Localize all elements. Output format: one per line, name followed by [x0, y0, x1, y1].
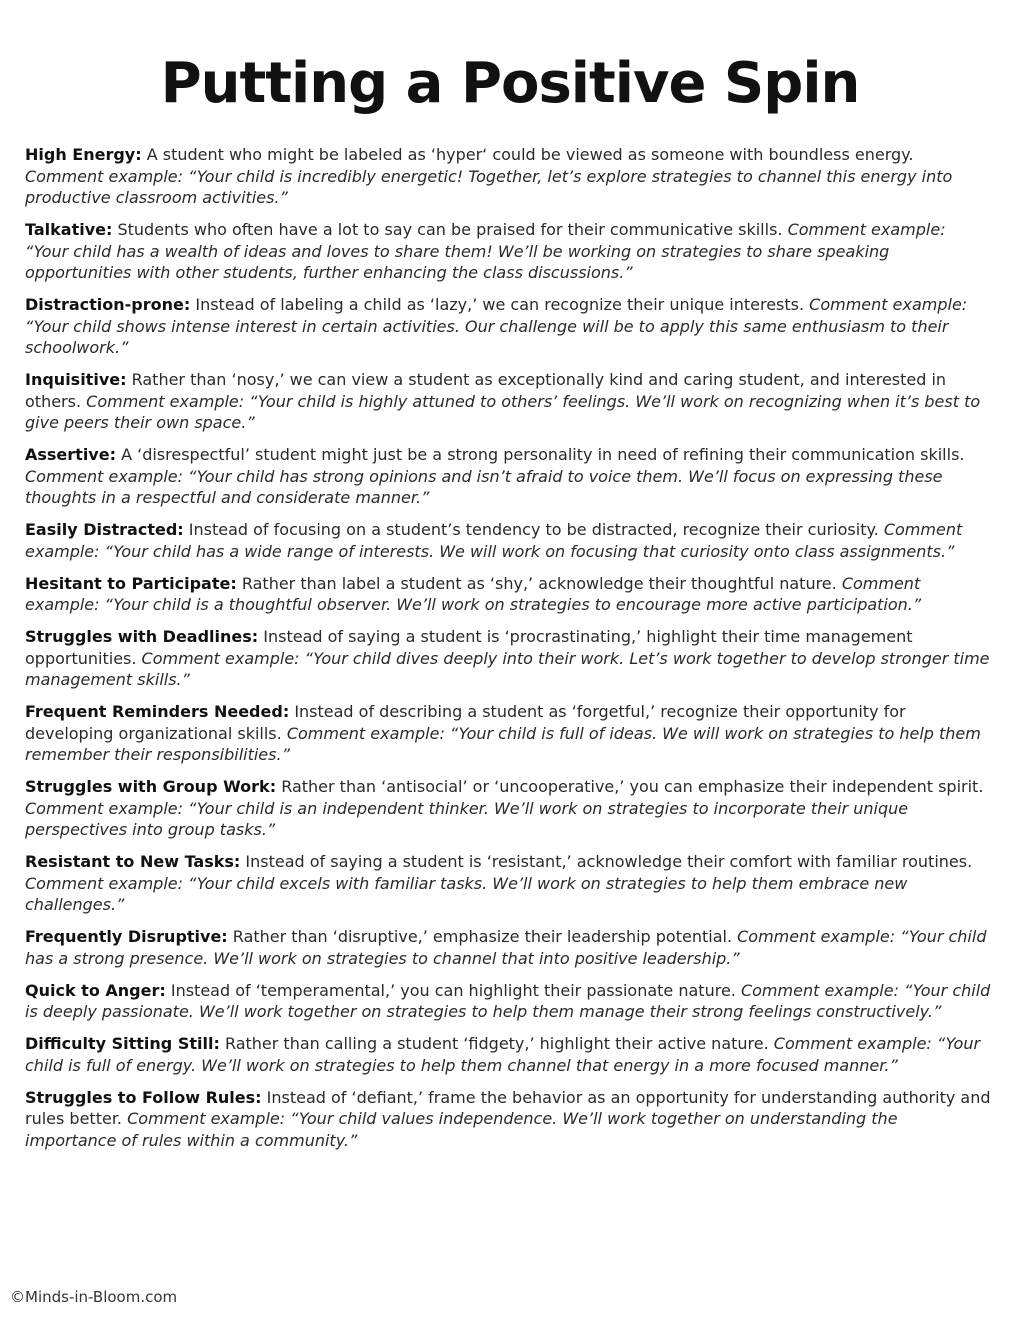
entry-term: Resistant to New Tasks: — [25, 852, 241, 871]
entry-term: Hesitant to Participate: — [25, 573, 237, 593]
entry-description: Instead of saying a student is ‘procrastinating,’ highlight their time management opportunities. — [25, 627, 913, 668]
entry-description: Rather than calling a student ‘fidgety,’ highlight their active nature. — [224, 1034, 769, 1053]
entry-distraction-prone — [25, 294, 991, 359]
entry-term: Struggles to Follow Rules: — [25, 1087, 262, 1107]
entry-term: Easily Distracted: — [25, 520, 184, 539]
entry-term: Inquisitive: — [25, 370, 127, 389]
entry-difficulty-sitting-still — [25, 1033, 991, 1076]
entry-comment: Comment example: “Your child has a wealth of ideas and loves to share them! We’ll be working on strategies to share speaking opportunities with other students, further enhancing the class discussions.” — [25, 220, 946, 282]
entry-frequent-reminders-needed — [25, 701, 991, 766]
entry-talkative — [25, 219, 991, 284]
entry-comment: Comment example: “Your child is full of energy. We’ll work on strategies to help them channel that energy in a more focused manner.” — [25, 1034, 981, 1075]
entry-description: Instead of ‘defiant,’ frame the behavior as an opportunity for understanding authority and rules better. — [25, 1087, 991, 1128]
entry-description: Instead of ‘temperamental,’ you can highlight their passionate nature. — [170, 980, 736, 1000]
entry-term: Struggles with Deadlines: — [25, 627, 259, 646]
entry-description: Instead of describing a student as ‘forgetful,’ recognize their opportunity for developing organizational skills. — [25, 702, 906, 743]
entry-comment: Comment example: “Your child is highly attuned to others’ feelings. We’ll work on recognizing when it’s best to give peers their own space.” — [25, 391, 981, 432]
entry-comment: Comment example: “Your child is incredibly energetic! Together, let’s explore strategies to channel this energy into productive classroom activities.” — [25, 166, 953, 207]
entry-comment: Comment example: “Your child shows intense interest in certain activities. Our challenge will be to apply this same enthusiasm to their schoolwork.” — [25, 295, 968, 357]
entry-term: Frequent Reminders Needed: — [25, 702, 290, 721]
entry-comment: Comment example: “Your child is deeply passionate. We’ll work together on strategies to help them manage their strong feelings constructively.” — [25, 980, 991, 1021]
entry-term: Frequently Disruptive: — [25, 927, 228, 946]
entry-description: Rather than ‘disruptive,’ emphasize their leadership potential. — [232, 927, 733, 946]
entry-struggles-with-group-work — [25, 776, 991, 841]
entry-comment: Comment example: “Your child dives deeply into their work. Let’s work together to develop stronger time management skills.” — [25, 648, 990, 689]
entry-description: Rather than ‘nosy,’ we can view a student as exceptionally kind and caring student, and interested in others. — [25, 370, 947, 411]
entry-comment: Comment example: “Your child has strong opinions and isn’t afraid to voice them. We’ll focus on expressing these thoughts in a respectful and considerate manner.” — [25, 466, 943, 507]
entry-high-energy — [25, 144, 991, 209]
entry-comment: Comment example: “Your child is full of ideas. We will work on strategies to help them remember their responsibilities.” — [25, 723, 981, 764]
entry-quick-to-anger — [25, 980, 991, 1023]
entry-struggles-to-follow-rules — [25, 1087, 991, 1152]
entry-description: A student who might be labeled as ‘hyper‘ could be viewed as someone with boundless energy. — [146, 145, 914, 164]
entry-term: Struggles with Group Work: — [25, 777, 277, 796]
entry-description: Instead of saying a student is ‘resistant,’ acknowledge their comfort with familiar routines. — [245, 852, 973, 871]
entry-description: A ‘disrespectful’ student might just be a strong personality in need of refining their communication skills. — [121, 445, 965, 464]
entry-term: Assertive: — [25, 445, 116, 464]
entry-term: Difficulty Sitting Still: — [25, 1034, 220, 1053]
entry-term: High Energy: — [25, 145, 142, 164]
entry-description: Rather than label a student as ‘shy,’ acknowledge their thoughtful nature. — [241, 573, 837, 593]
entry-assertive — [25, 444, 991, 509]
entry-easily-distracted — [25, 519, 991, 562]
entry-comment: Comment example: “Your child has a strong presence. We’ll work on strategies to channel that into positive leadership.” — [25, 927, 987, 968]
entry-description: Instead of labeling a child as ‘lazy,’ we can recognize their unique interests. — [195, 295, 805, 314]
entry-term: Quick to Anger: — [25, 980, 166, 1000]
entry-comment: Comment example: “Your child is an independent thinker. We’ll work on strategies to incorporate their unique perspectives into group tasks.” — [25, 798, 909, 839]
page-title: Putting a Positive Spin — [160, 51, 860, 116]
entry-frequently-disruptive — [25, 926, 991, 969]
entry-list — [25, 144, 991, 1162]
copyright-footer: ©Minds-in-Bloom.com — [10, 1288, 178, 1306]
entry-comment: Comment example: “Your child excels with familiar tasks. We’ll work on strategies to help them embrace new challenges.” — [25, 873, 908, 914]
entry-description: Students who often have a lot to say can be praised for their communicative skills. — [117, 220, 783, 239]
entry-comment: Comment example: “Your child is a thoughtful observer. We’ll work on strategies to encourage more active participation.” — [25, 573, 922, 614]
entry-inquisitive — [25, 369, 991, 434]
entry-comment: Comment example: “Your child values independence. We’ll work together on understanding the importance of rules within a community.” — [25, 1109, 898, 1150]
entry-hesitant-to-participate — [25, 573, 991, 616]
entry-description: Instead of focusing on a student’s tendency to be distracted, recognize their curiosity. — [188, 520, 879, 539]
entry-comment: Comment example: “Your child has a wide range of interests. We will work on focusing that curiosity onto class assignments.” — [25, 520, 963, 561]
entry-struggles-with-deadlines — [25, 626, 991, 691]
entry-term: Talkative: — [25, 220, 113, 239]
entry-term: Distraction-prone: — [25, 295, 191, 314]
entry-description: Rather than ‘antisocial’ or ‘uncooperative,’ you can emphasize their independent spirit. — [281, 777, 984, 796]
entry-resistant-to-new-tasks — [25, 851, 991, 916]
